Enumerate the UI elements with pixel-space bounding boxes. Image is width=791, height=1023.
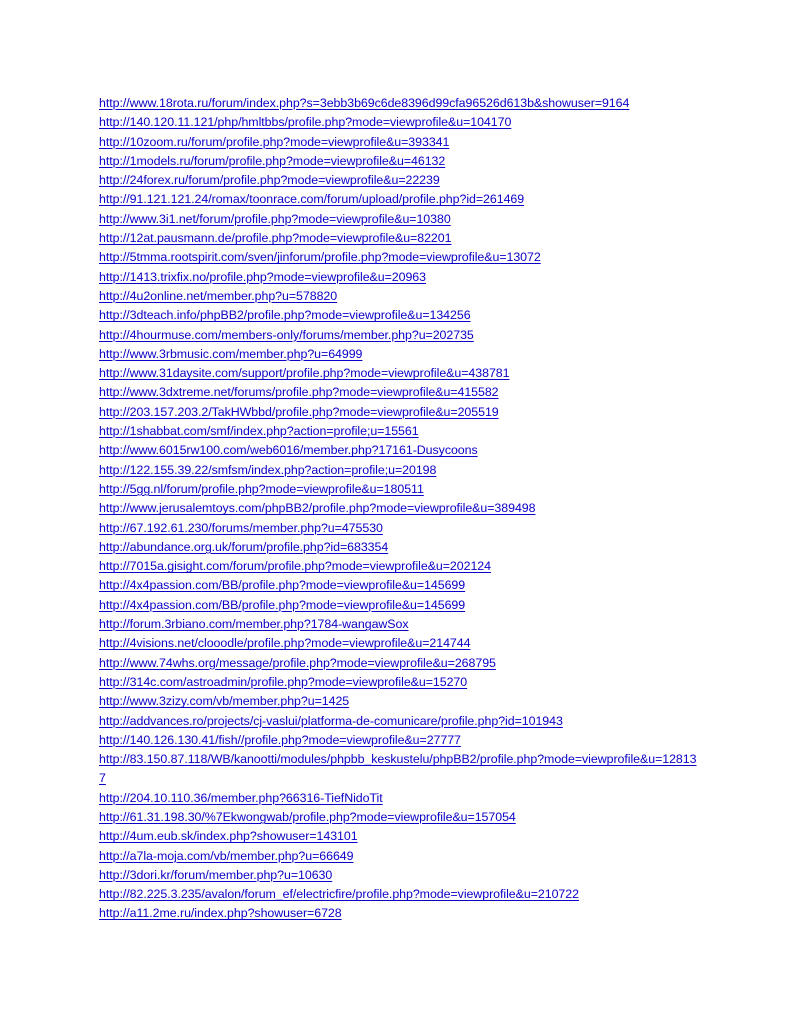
list-item (99, 634, 699, 653)
url-link[interactable]: http://1models.ru/forum/profile.php?mode=viewprofile&u=46132 (99, 153, 446, 168)
url-link[interactable]: http://203.157.203.2/TakHWbbd/profile.php?mode=viewprofile&u=205519 (99, 404, 499, 419)
url-link[interactable]: http://www.jerusalemtoys.com/phpBB2/profile.php?mode=viewprofile&u=389498 (99, 501, 536, 516)
url-link[interactable]: http://a11.2me.ru/index.php?showuser=6728 (99, 906, 342, 921)
url-link[interactable]: http://12at.pausmann.de/profile.php?mode=viewprofile&u=82201 (99, 231, 452, 246)
list-item (99, 808, 699, 827)
list-item (99, 229, 699, 248)
url-link[interactable]: http://www.31daysite.com/support/profile.php?mode=viewprofile&u=438781 (99, 366, 510, 381)
list-item (99, 133, 699, 152)
list-item (99, 731, 699, 750)
url-link[interactable]: http://www.3rbmusic.com/member.php?u=64999 (99, 346, 363, 361)
url-link[interactable]: http://4x4passion.com/BB/profile.php?mode=viewprofile&u=145699 (99, 597, 466, 612)
list-item (99, 596, 699, 615)
list-item (99, 789, 699, 808)
url-link[interactable]: http://83.150.87.118/WB/kanootti/modules/phpbb_keskustelu/phpBB2/profile.php?mode=viewprofile&u=128137 (99, 752, 697, 786)
url-link[interactable]: http://122.155.39.22/smfsm/index.php?action=profile;u=20198 (99, 462, 437, 477)
url-link[interactable]: http://5tmma.rootspirit.com/sven/jinforum/profile.php?mode=viewprofile&u=13072 (99, 250, 541, 265)
url-link[interactable]: http://91.121.121.24/romax/toonrace.com/forum/upload/profile.php?id=261469 (99, 192, 525, 207)
url-link[interactable]: http://4hourmuse.com/members-only/forums/member.php?u=202735 (99, 327, 474, 342)
url-link[interactable]: http://4u2online.net/member.php?u=578820 (99, 288, 338, 303)
url-link[interactable]: http://61.31.198.30/%7Ekwongwab/profile.php?mode=viewprofile&u=157054 (99, 809, 516, 824)
url-link[interactable]: http://1413.trixfix.no/profile.php?mode=viewprofile&u=20963 (99, 269, 426, 284)
list-item (99, 827, 699, 846)
list-item (99, 403, 699, 422)
url-link[interactable]: http://1shabbat.com/smf/index.php?action=profile;u=15561 (99, 424, 419, 439)
list-item (99, 210, 699, 229)
list-item (99, 171, 699, 190)
url-link[interactable]: http://a7la-moja.com/vb/member.php?u=66649 (99, 848, 354, 863)
list-item (99, 152, 699, 171)
link-list (99, 94, 699, 924)
list-item (99, 538, 699, 557)
list-item (99, 750, 699, 789)
url-link[interactable]: http://140.126.130.41/fish//profile.php?mode=viewprofile&u=27777 (99, 732, 461, 747)
url-link[interactable]: http://67.192.61.230/forums/member.php?u=475530 (99, 520, 383, 535)
url-link[interactable]: http://4x4passion.com/BB/profile.php?mode=viewprofile&u=145699 (99, 578, 466, 593)
url-link[interactable]: http://www.74whs.org/message/profile.php?mode=viewprofile&u=268795 (99, 655, 496, 670)
list-item (99, 576, 699, 595)
list-item (99, 712, 699, 731)
url-link[interactable]: http://140.120.11.121/php/hmltbbs/profile.php?mode=viewprofile&u=104170 (99, 115, 512, 130)
url-link[interactable]: http://204.10.110.36/member.php?66316-TiefNidoTit (99, 790, 383, 805)
list-item (99, 364, 699, 383)
list-item (99, 383, 699, 402)
list-item (99, 94, 699, 113)
url-link[interactable]: http://3dteach.info/phpBB2/profile.php?mode=viewprofile&u=134256 (99, 308, 471, 323)
list-item (99, 480, 699, 499)
url-link[interactable]: http://4visions.net/clooodle/profile.php?mode=viewprofile&u=214744 (99, 636, 471, 651)
list-item (99, 461, 699, 480)
list-item (99, 904, 699, 923)
list-item (99, 847, 699, 866)
url-link[interactable]: http://5gg.nl/forum/profile.php?mode=viewprofile&u=180511 (99, 481, 424, 496)
url-link[interactable]: http://314c.com/astroadmin/profile.php?mode=viewprofile&u=15270 (99, 674, 468, 689)
list-item (99, 615, 699, 634)
list-item (99, 866, 699, 885)
list-item (99, 268, 699, 287)
list-item (99, 557, 699, 576)
url-link[interactable]: http://addvances.ro/projects/cj-vaslui/platforma-de-comunicare/profile.php?id=101943 (99, 713, 563, 728)
list-item (99, 692, 699, 711)
url-link[interactable]: http://www.18rota.ru/forum/index.php?s=3ebb3b69c6de8396d99cfa96526d613b&showuser=9164 (99, 96, 630, 110)
list-item (99, 673, 699, 692)
url-link[interactable]: http://www.6015rw100.com/web6016/member.php?17161-Dusycoons (99, 443, 478, 458)
list-item (99, 345, 699, 364)
url-link[interactable]: http://www.3i1.net/forum/profile.php?mode=viewprofile&u=10380 (99, 211, 451, 226)
list-item (99, 113, 699, 132)
url-link[interactable]: http://4um.eub.sk/index.php?showuser=143101 (99, 829, 358, 844)
list-item (99, 422, 699, 441)
list-item (99, 885, 699, 904)
url-link[interactable]: http://forum.3rbiano.com/member.php?1784-wangawSox (99, 617, 409, 632)
list-item (99, 654, 699, 673)
url-link[interactable]: http://www.3dxtreme.net/forums/profile.php?mode=viewprofile&u=415582 (99, 385, 499, 400)
url-link[interactable]: http://10zoom.ru/forum/profile.php?mode=viewprofile&u=393341 (99, 134, 450, 149)
url-link[interactable]: http://24forex.ru/forum/profile.php?mode=viewprofile&u=22239 (99, 173, 440, 188)
list-item (99, 326, 699, 345)
list-item (99, 519, 699, 538)
list-item (99, 306, 699, 325)
list-item (99, 287, 699, 306)
list-item (99, 499, 699, 518)
url-link[interactable]: http://abundance.org.uk/forum/profile.php?id=683354 (99, 539, 389, 554)
url-link[interactable]: http://www.3zizy.com/vb/member.php?u=1425 (99, 694, 350, 709)
url-link[interactable]: http://82.225.3.235/avalon/forum_ef/electricfire/profile.php?mode=viewprofile&u=210722 (99, 887, 579, 902)
list-item (99, 441, 699, 460)
list-item (99, 248, 699, 267)
url-link[interactable]: http://7015a.gisight.com/forum/profile.php?mode=viewprofile&u=202124 (99, 559, 491, 574)
list-item (99, 190, 699, 209)
url-link[interactable]: http://3dori.kr/forum/member.php?u=10630 (99, 867, 333, 882)
